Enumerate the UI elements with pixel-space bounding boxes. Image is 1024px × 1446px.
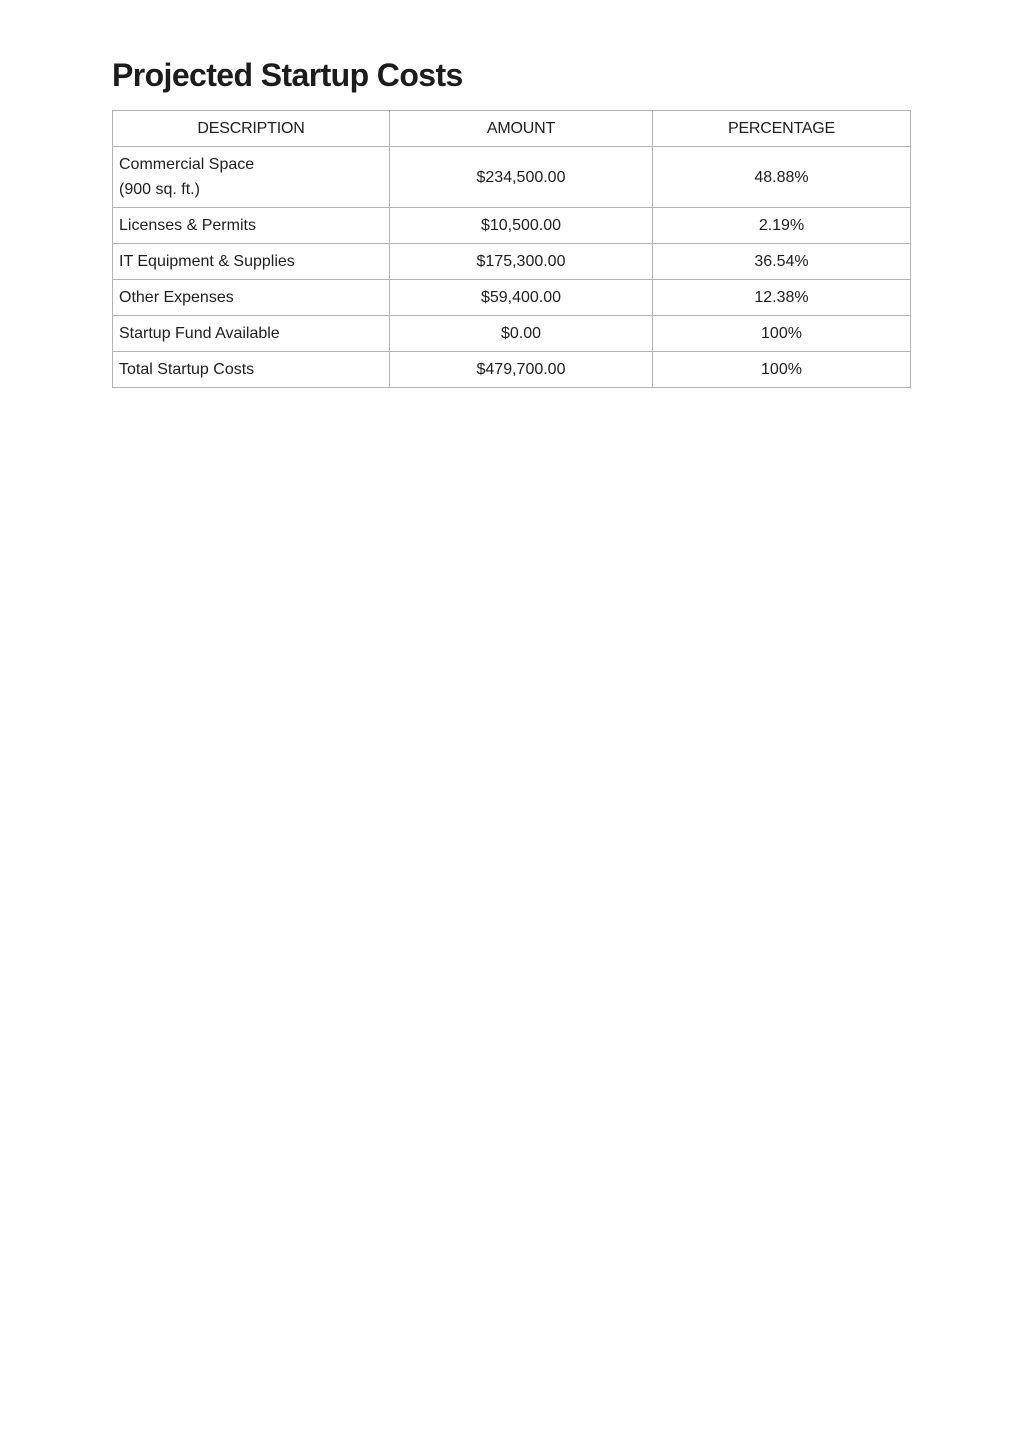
amount-cell: $479,700.00	[390, 352, 653, 388]
table-row	[113, 244, 911, 280]
description-cell: IT Equipment & Supplies	[113, 244, 390, 280]
amount-cell: $59,400.00	[390, 280, 653, 316]
amount-cell: $0.00	[390, 316, 653, 352]
column-header-percentage: PERCENTAGE	[653, 111, 911, 147]
description-text: Commercial Space	[119, 156, 255, 173]
description-cell: Startup Fund Available	[113, 316, 390, 352]
table-row-total	[113, 352, 911, 388]
description-cell: Licenses & Permits	[113, 208, 390, 244]
percentage-cell: 48.88%	[653, 147, 911, 208]
table-row	[113, 147, 911, 208]
table-row	[113, 280, 911, 316]
table-header-row	[113, 111, 911, 147]
document-page	[112, 56, 910, 378]
amount-cell: $234,500.00	[390, 147, 653, 208]
percentage-cell: 100%	[653, 316, 911, 352]
percentage-cell: 36.54%	[653, 244, 911, 280]
description-cell	[113, 147, 390, 208]
amount-cell: $175,300.00	[390, 244, 653, 280]
description-subtext: (900 sq. ft.)	[119, 181, 200, 198]
page-title: Projected Startup Costs	[112, 57, 463, 93]
description-cell: Other Expenses	[113, 280, 390, 316]
percentage-cell: 2.19%	[653, 208, 911, 244]
column-header-description: DESCRIPTION	[113, 111, 390, 147]
percentage-cell: 12.38%	[653, 280, 911, 316]
startup-costs-table	[112, 110, 911, 388]
table-row	[113, 208, 911, 244]
column-header-amount: AMOUNT	[390, 111, 653, 147]
table-row	[113, 316, 911, 352]
amount-cell: $10,500.00	[390, 208, 653, 244]
percentage-cell: 100%	[653, 352, 911, 388]
description-cell: Total Startup Costs	[113, 352, 390, 388]
